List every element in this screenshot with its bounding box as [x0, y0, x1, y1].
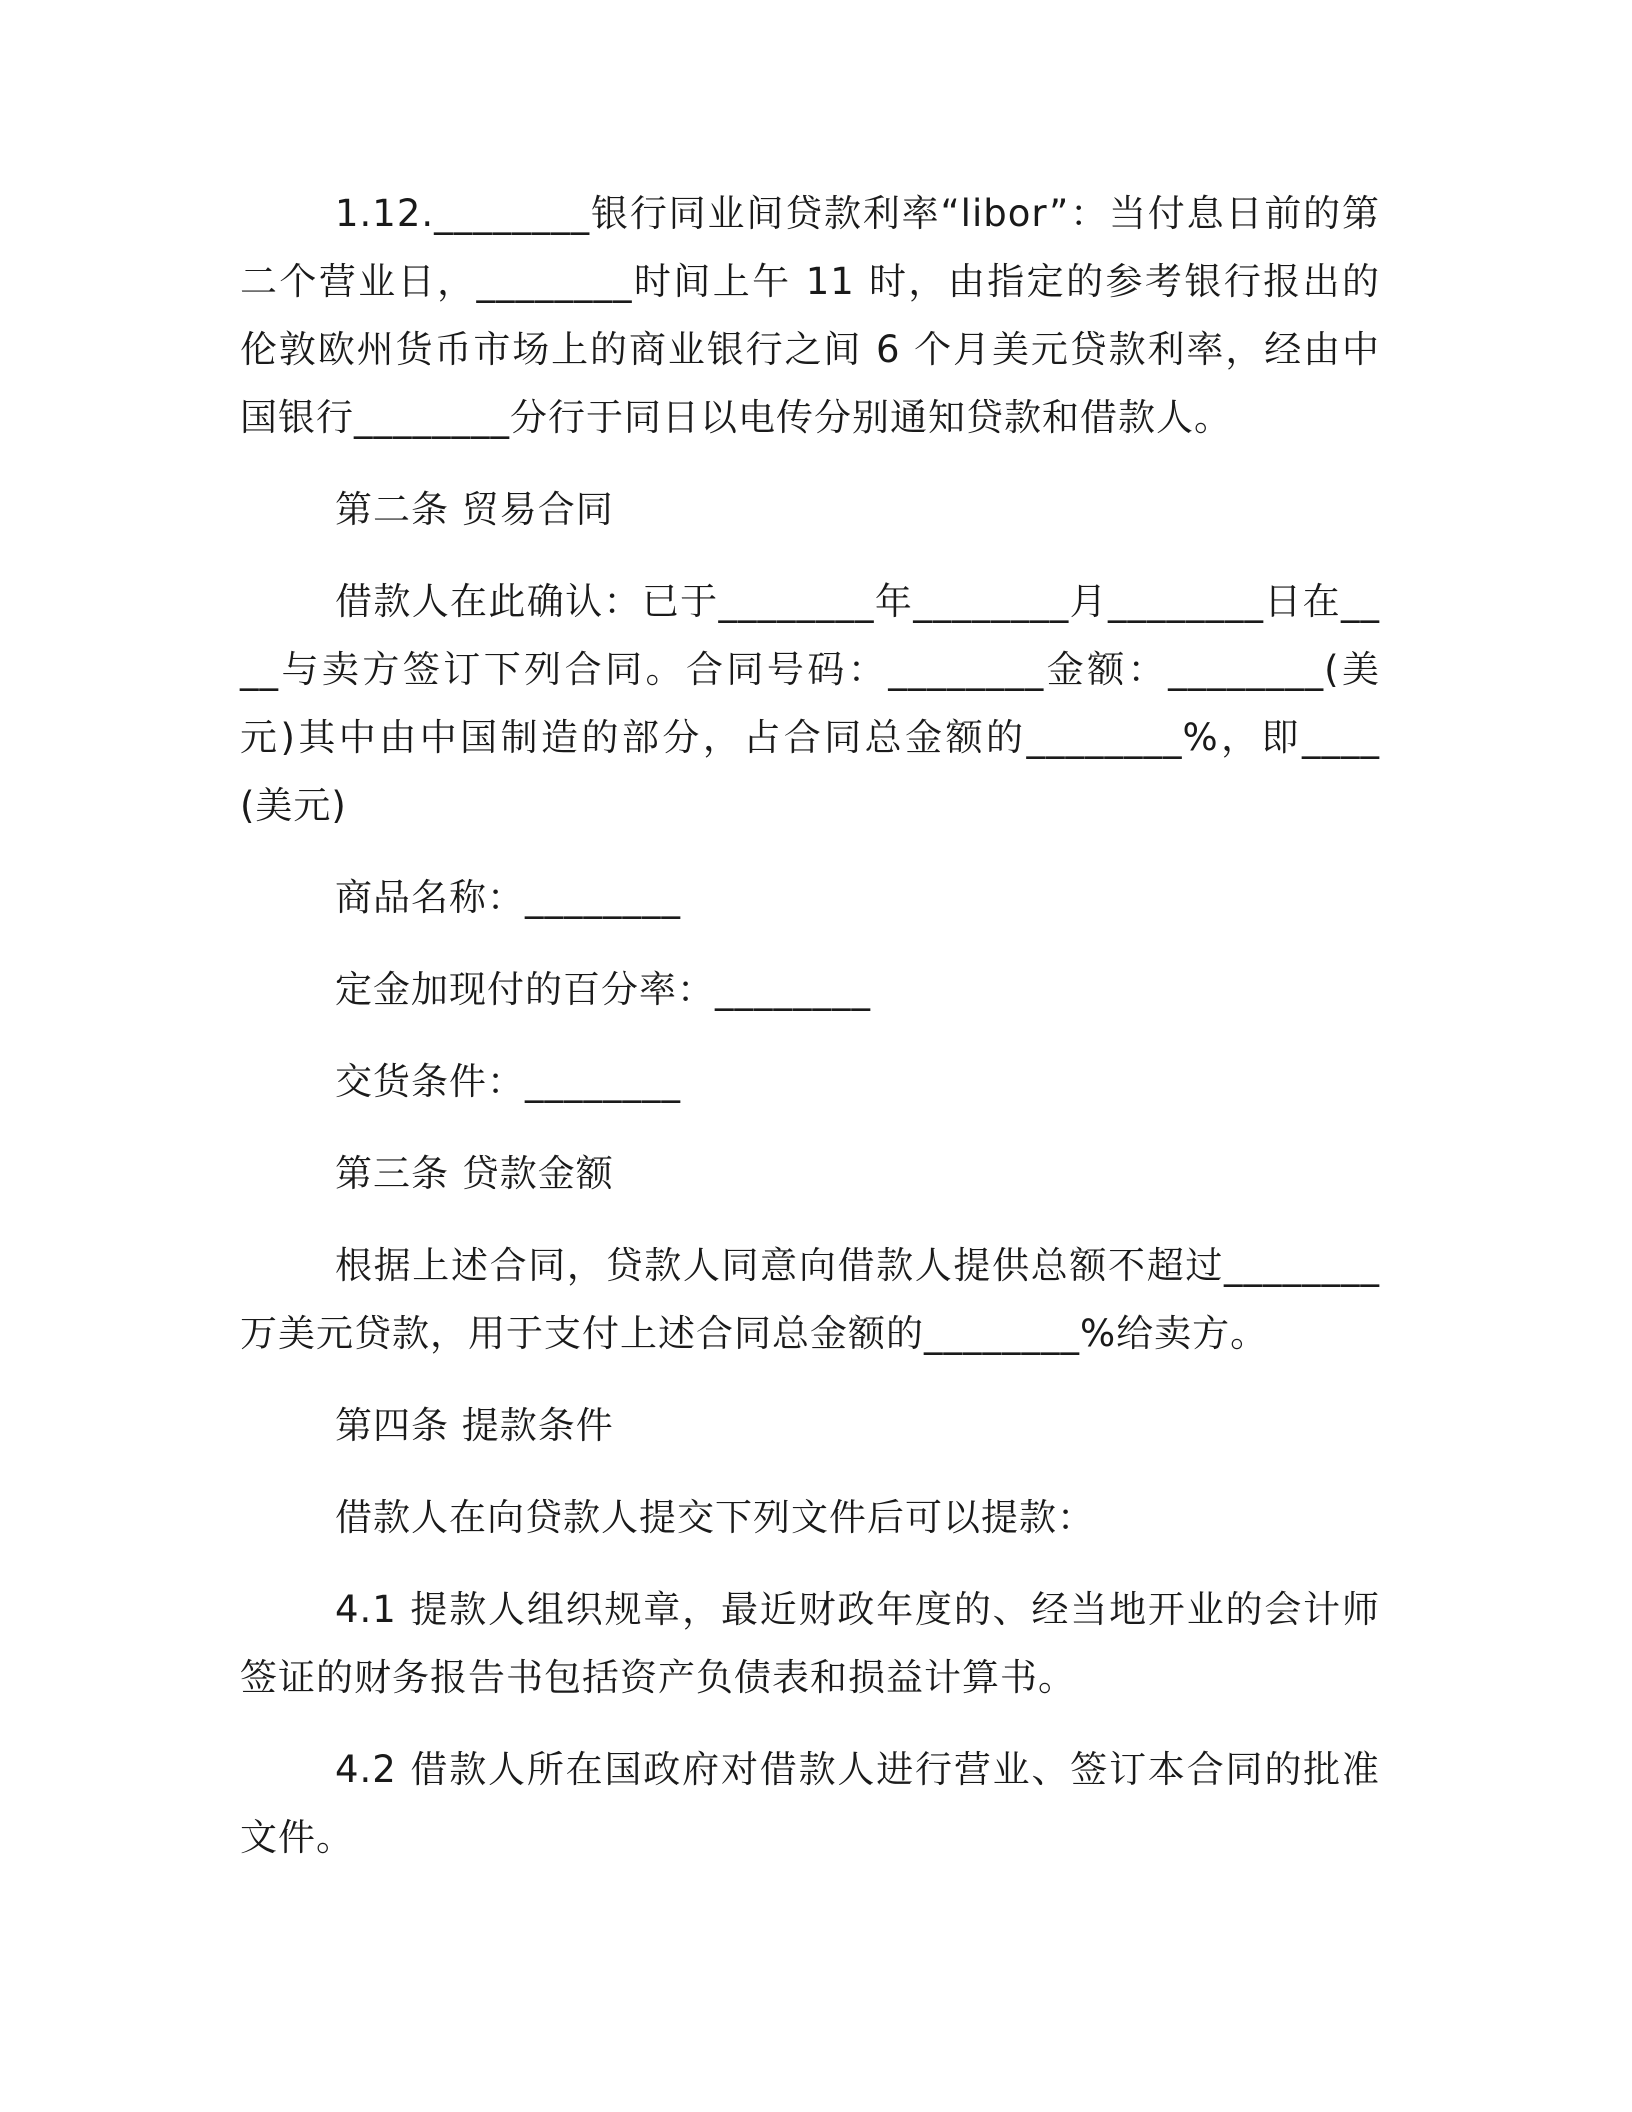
drawdown-intro: 借款人在向贷款人提交下列文件后可以提款：	[335, 1496, 1095, 1539]
article-2-heading: 第二条 贸易合同	[335, 488, 614, 531]
article-4-heading: 第四条 提款条件	[335, 1404, 614, 1447]
document-page	[240, 180, 1393, 1896]
trade-contract-confirmation: 借款人在此确认：已于________年________月________日在____与卖方签订下列合同。合同号码：________金额：________(美元)其中由中国制造的部分，占合同总金额的________%，即____ (美元)	[240, 580, 1393, 827]
commodity-name-field: 商品名称：________	[335, 876, 681, 919]
clause-4-1: 4.1 提款人组织规章，最近财政年度的、经当地开业的会计师签证的财务报告书包括资产负债表和损益计算书。	[240, 1588, 1380, 1699]
loan-amount-paragraph: 根据上述合同，贷款人同意向借款人提供总额不超过________万美元贷款，用于支付上述合同总金额的________%给卖方。	[240, 1244, 1380, 1355]
article-3-heading: 第三条 贷款金额	[335, 1152, 614, 1195]
clause-4-2: 4.2 借款人所在国政府对借款人进行营业、签订本合同的批准文件。	[240, 1748, 1380, 1859]
clause-1-12-libor: 1.12.________银行同业间贷款利率“libor”：当付息日前的第二个营业日，________时间上午 11 时，由指定的参考银行报出的伦敦欧州货币市场上的商业银行之间 6 个月美元贷款利率，经由中国银行________分行于同日以电传分别通知贷款和借款人。	[240, 192, 1380, 439]
deposit-percentage-field: 定金加现付的百分率：________	[335, 968, 871, 1011]
delivery-terms-field: 交货条件：________	[335, 1060, 681, 1103]
